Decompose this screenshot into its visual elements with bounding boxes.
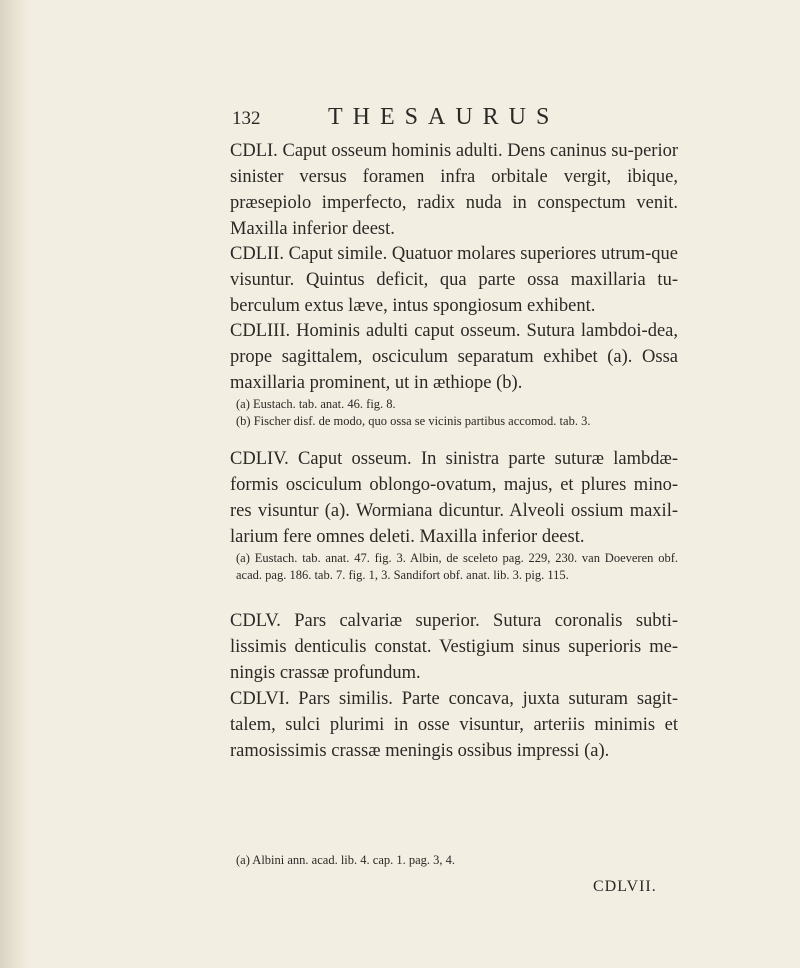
footnote-cdlvi-a: (a) Albini ann. acad. lib. 4. cap. 1. pag. 3, 4. bbox=[236, 853, 456, 867]
entry-cdliii: CDLIII. Hominis adulti caput osseum. Sutura lambdoi-dea, prope sagittalem, osciculum separatum exhibet (a). Ossa maxillaria prominent, ut in æthiope (b). bbox=[230, 321, 678, 393]
page-number: 132 bbox=[232, 108, 261, 129]
entry-cdli: CDLI. Caput osseum hominis adulti. Dens caninus su-perior sinister versus foramen infra orbitale vergit, ibique, præsepiolo imperfecto, radix nuda in conspectum venit. Maxilla inferior deest. bbox=[230, 141, 678, 239]
page-edge bbox=[0, 0, 30, 968]
footnote-cdliv-a: (a) Eustach. tab. anat. 47. fig. 3. Albin, de sceleto pag. 229, 230. van Doeveren obf. acad. pag. 186. tab. 7. fig. 1, 3. Sandifort obf. anat. lib. 3. pig. 115. bbox=[236, 551, 678, 582]
entry-cdliv: CDLIV. Caput osseum. In sinistra parte suturæ lambdæ-formis osciculum oblongo-ovatum, majus, et plures mino-res visuntur (a). Wormiana dicuntur. Alveoli ossium maxil-larium fere omnes deleti. Maxilla inferior deest. bbox=[230, 449, 678, 547]
footnote-cdliii-b: (b) Fischer disf. de modo, quo ossa se vicinis partibus accomod. tab. 3. bbox=[236, 414, 591, 428]
catchword: CDLVII. bbox=[593, 878, 657, 895]
running-title: THESAURUS bbox=[328, 104, 560, 130]
footnote-cdliii-a: (a) Eustach. tab. anat. 46. fig. 8. bbox=[236, 397, 396, 411]
entry-cdlvi: CDLVI. Pars similis. Parte concava, juxta suturam sagit-talem, sulci plurimi in osse visuntur, arteriis minimis et ramosissimis crassæ meningis ossibus impressi (a). bbox=[230, 689, 678, 761]
page-header bbox=[232, 104, 672, 134]
entry-cdlii: CDLII. Caput simile. Quatuor molares superiores utrum-que visuntur. Quintus deficit, qua parte ossa maxillaria tu-berculum extus læve, intus spongiosum exhibent. bbox=[230, 244, 679, 316]
entry-cdlv: CDLV. Pars calvariæ superior. Sutura coronalis subti-lissimis denticulis constat. Vestigium sinus superioris me-ningis crassæ profundum. bbox=[230, 611, 678, 683]
